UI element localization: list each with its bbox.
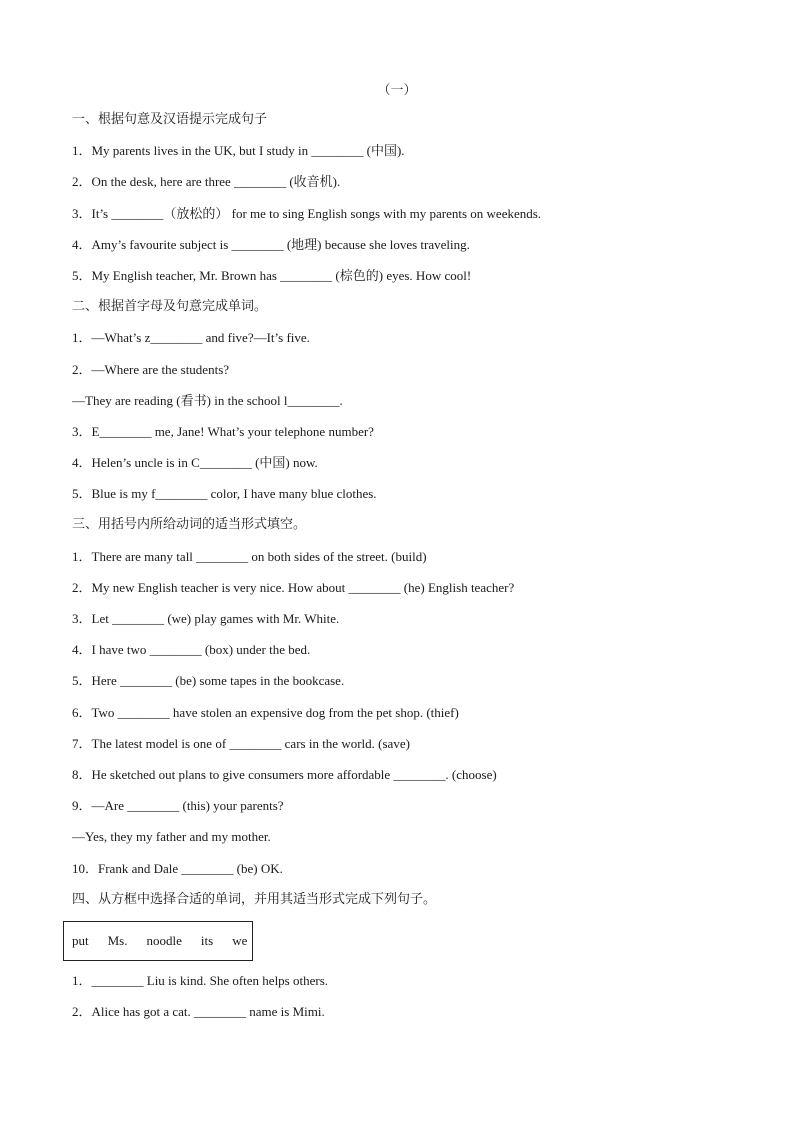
question-line: 7．The latest model is one of ________ cars in the world. (save) [72, 735, 410, 751]
word-box-item: Ms. [107, 932, 128, 948]
question-line: 3．Let ________ (we) play games with Mr. White. [72, 611, 340, 626]
question-line: 2．—Where are the students? [72, 361, 230, 377]
question-line: 4．Amy’s favourite subject is ________ (地理) because she loves traveling. [72, 236, 470, 252]
question-line: 8．He sketched out plans to give consumers more affordable ________. (choose) [72, 766, 497, 782]
question-line: —They are reading (看书) in the school l________. [72, 392, 343, 408]
question-line: 1．________ Liu is kind. She often helps others. [72, 972, 329, 988]
question-line: 10．Frank and Dale ________ (be) OK. [72, 860, 283, 876]
question-line: 2．Alice has got a cat. ________ name is Mimi. [72, 1004, 325, 1020]
question-line: 5．My English teacher, Mr. Brown has ________ (棕色的) eyes. How cool! [72, 267, 472, 283]
question-line: 3．E________ me, Jane! What’s your telephone number? [72, 423, 374, 439]
word-box-item: noodle [146, 932, 182, 948]
question-line: 2．My new English teacher is very nice. How about ________ (he) English teacher? [72, 579, 515, 595]
section-4-heading: 四、从方框中选择合适的单词，并用其适当形式完成下列句子。 [72, 891, 437, 907]
question-line: 6．Two ________ have stolen an expensive dog from the pet shop. (thief) [72, 704, 459, 720]
word-box-item: we [232, 932, 248, 948]
word-box-item: its [200, 932, 214, 948]
question-line: 1．—What’s z________ and five?—It’s five. [72, 330, 310, 346]
question-line: 3．It’s ________（放松的） for me to sing English songs with my parents on weekends. [72, 205, 542, 221]
page-title: （一） [377, 82, 417, 97]
question-line: 4．Helen’s uncle is in C________ (中国) now. [72, 455, 318, 471]
word-box [63, 921, 253, 961]
question-line: 5．Here ________ (be) some tapes in the bookcase. [72, 673, 345, 689]
question-line: 9．—Are ________ (this) your parents? [72, 798, 284, 814]
question-line: 5．Blue is my f________ color, I have many blue clothes. [72, 486, 377, 502]
question-line: 4．I have two ________ (box) under the bed. [72, 642, 311, 658]
question-line: 1．My parents lives in the UK, but I study in ________ (中国). [72, 143, 405, 159]
question-line: —Yes, they my father and my mother. [72, 829, 271, 845]
worksheet-content [72, 108, 732, 1031]
section-2-heading: 二、根据首字母及句意完成单词。 [72, 299, 268, 315]
word-box-item: put [72, 932, 89, 948]
question-line: 1．There are many tall ________ on both sides of the street. (build) [72, 548, 427, 564]
question-line: 2．On the desk, here are three ________ (收音机). [72, 174, 341, 190]
section-1-heading: 一、根据句意及汉语提示完成句子 [72, 112, 268, 127]
section-3-heading: 三、用括号内所给动词的适当形式填空。 [72, 517, 307, 533]
